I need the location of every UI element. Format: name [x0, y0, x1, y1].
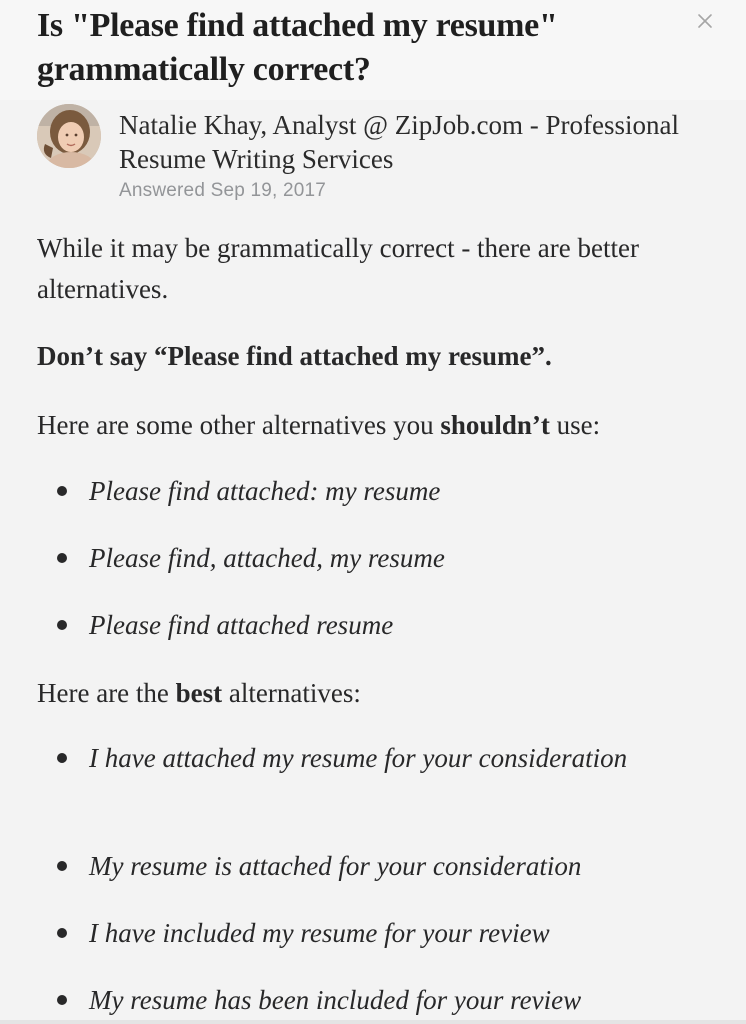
- author-credential[interactable]: Natalie Khay, Analyst @ ZipJob.com - Professional Resume Writing Services: [119, 110, 680, 174]
- best-item-text: My resume has been included for your review: [89, 985, 582, 1015]
- author-block: [37, 104, 717, 214]
- question-header: [0, 0, 746, 100]
- avoid-intro-text: Here are some other alternatives you: [37, 410, 441, 440]
- close-icon: [697, 13, 713, 29]
- answer-warning: Don’t say “Please find attached my resume”.: [37, 341, 552, 371]
- avoid-item-text: Please find attached: my resume: [89, 476, 441, 506]
- avoid-list-item: [37, 605, 727, 672]
- best-intro-emphasis: best: [175, 678, 223, 708]
- avatar-photo: [37, 104, 101, 168]
- close-button[interactable]: [690, 6, 720, 36]
- bullet-dot: [57, 861, 67, 871]
- bullet-dot: [57, 620, 67, 630]
- avoid-list-item: [37, 471, 727, 538]
- bullet-dot: [57, 928, 67, 938]
- avoid-item-text: Please find attached resume: [89, 610, 394, 640]
- bullet-dot: [57, 753, 67, 763]
- best-intro-text: Here are the: [37, 678, 176, 708]
- best-intro-tail: alternatives:: [222, 678, 361, 708]
- answer-intro: While it may be grammatically correct - there are better alternatives.: [37, 233, 639, 304]
- best-item-text: My resume is attached for your consideration: [89, 851, 582, 881]
- avoid-intro-tail: use:: [549, 410, 601, 440]
- author-avatar[interactable]: [37, 104, 101, 168]
- avoid-list-item: [37, 538, 727, 605]
- avoid-intro-emphasis: shouldn’t: [440, 410, 550, 440]
- answered-date[interactable]: Answered Sep 19, 2017: [119, 180, 327, 201]
- best-intro: [37, 673, 727, 714]
- avoid-list: [37, 471, 727, 672]
- bullet-dot: [57, 486, 67, 496]
- avoid-item-text: Please find, attached, my resume: [89, 543, 445, 573]
- best-list-item: [37, 980, 727, 1024]
- best-list: [37, 738, 727, 1024]
- question-title[interactable]: Is "Please find attached my resume" grammatically correct?: [37, 7, 558, 88]
- best-list-item: [37, 738, 727, 846]
- best-item-text: I have attached my resume for your consideration: [89, 743, 628, 773]
- avoid-intro: [37, 405, 727, 446]
- bullet-dot: [57, 995, 67, 1005]
- bullet-dot: [57, 553, 67, 563]
- best-list-item: [37, 846, 727, 913]
- best-list-item: [37, 913, 727, 980]
- bottom-divider: [0, 1020, 746, 1024]
- best-item-text: I have included my resume for your review: [89, 918, 550, 948]
